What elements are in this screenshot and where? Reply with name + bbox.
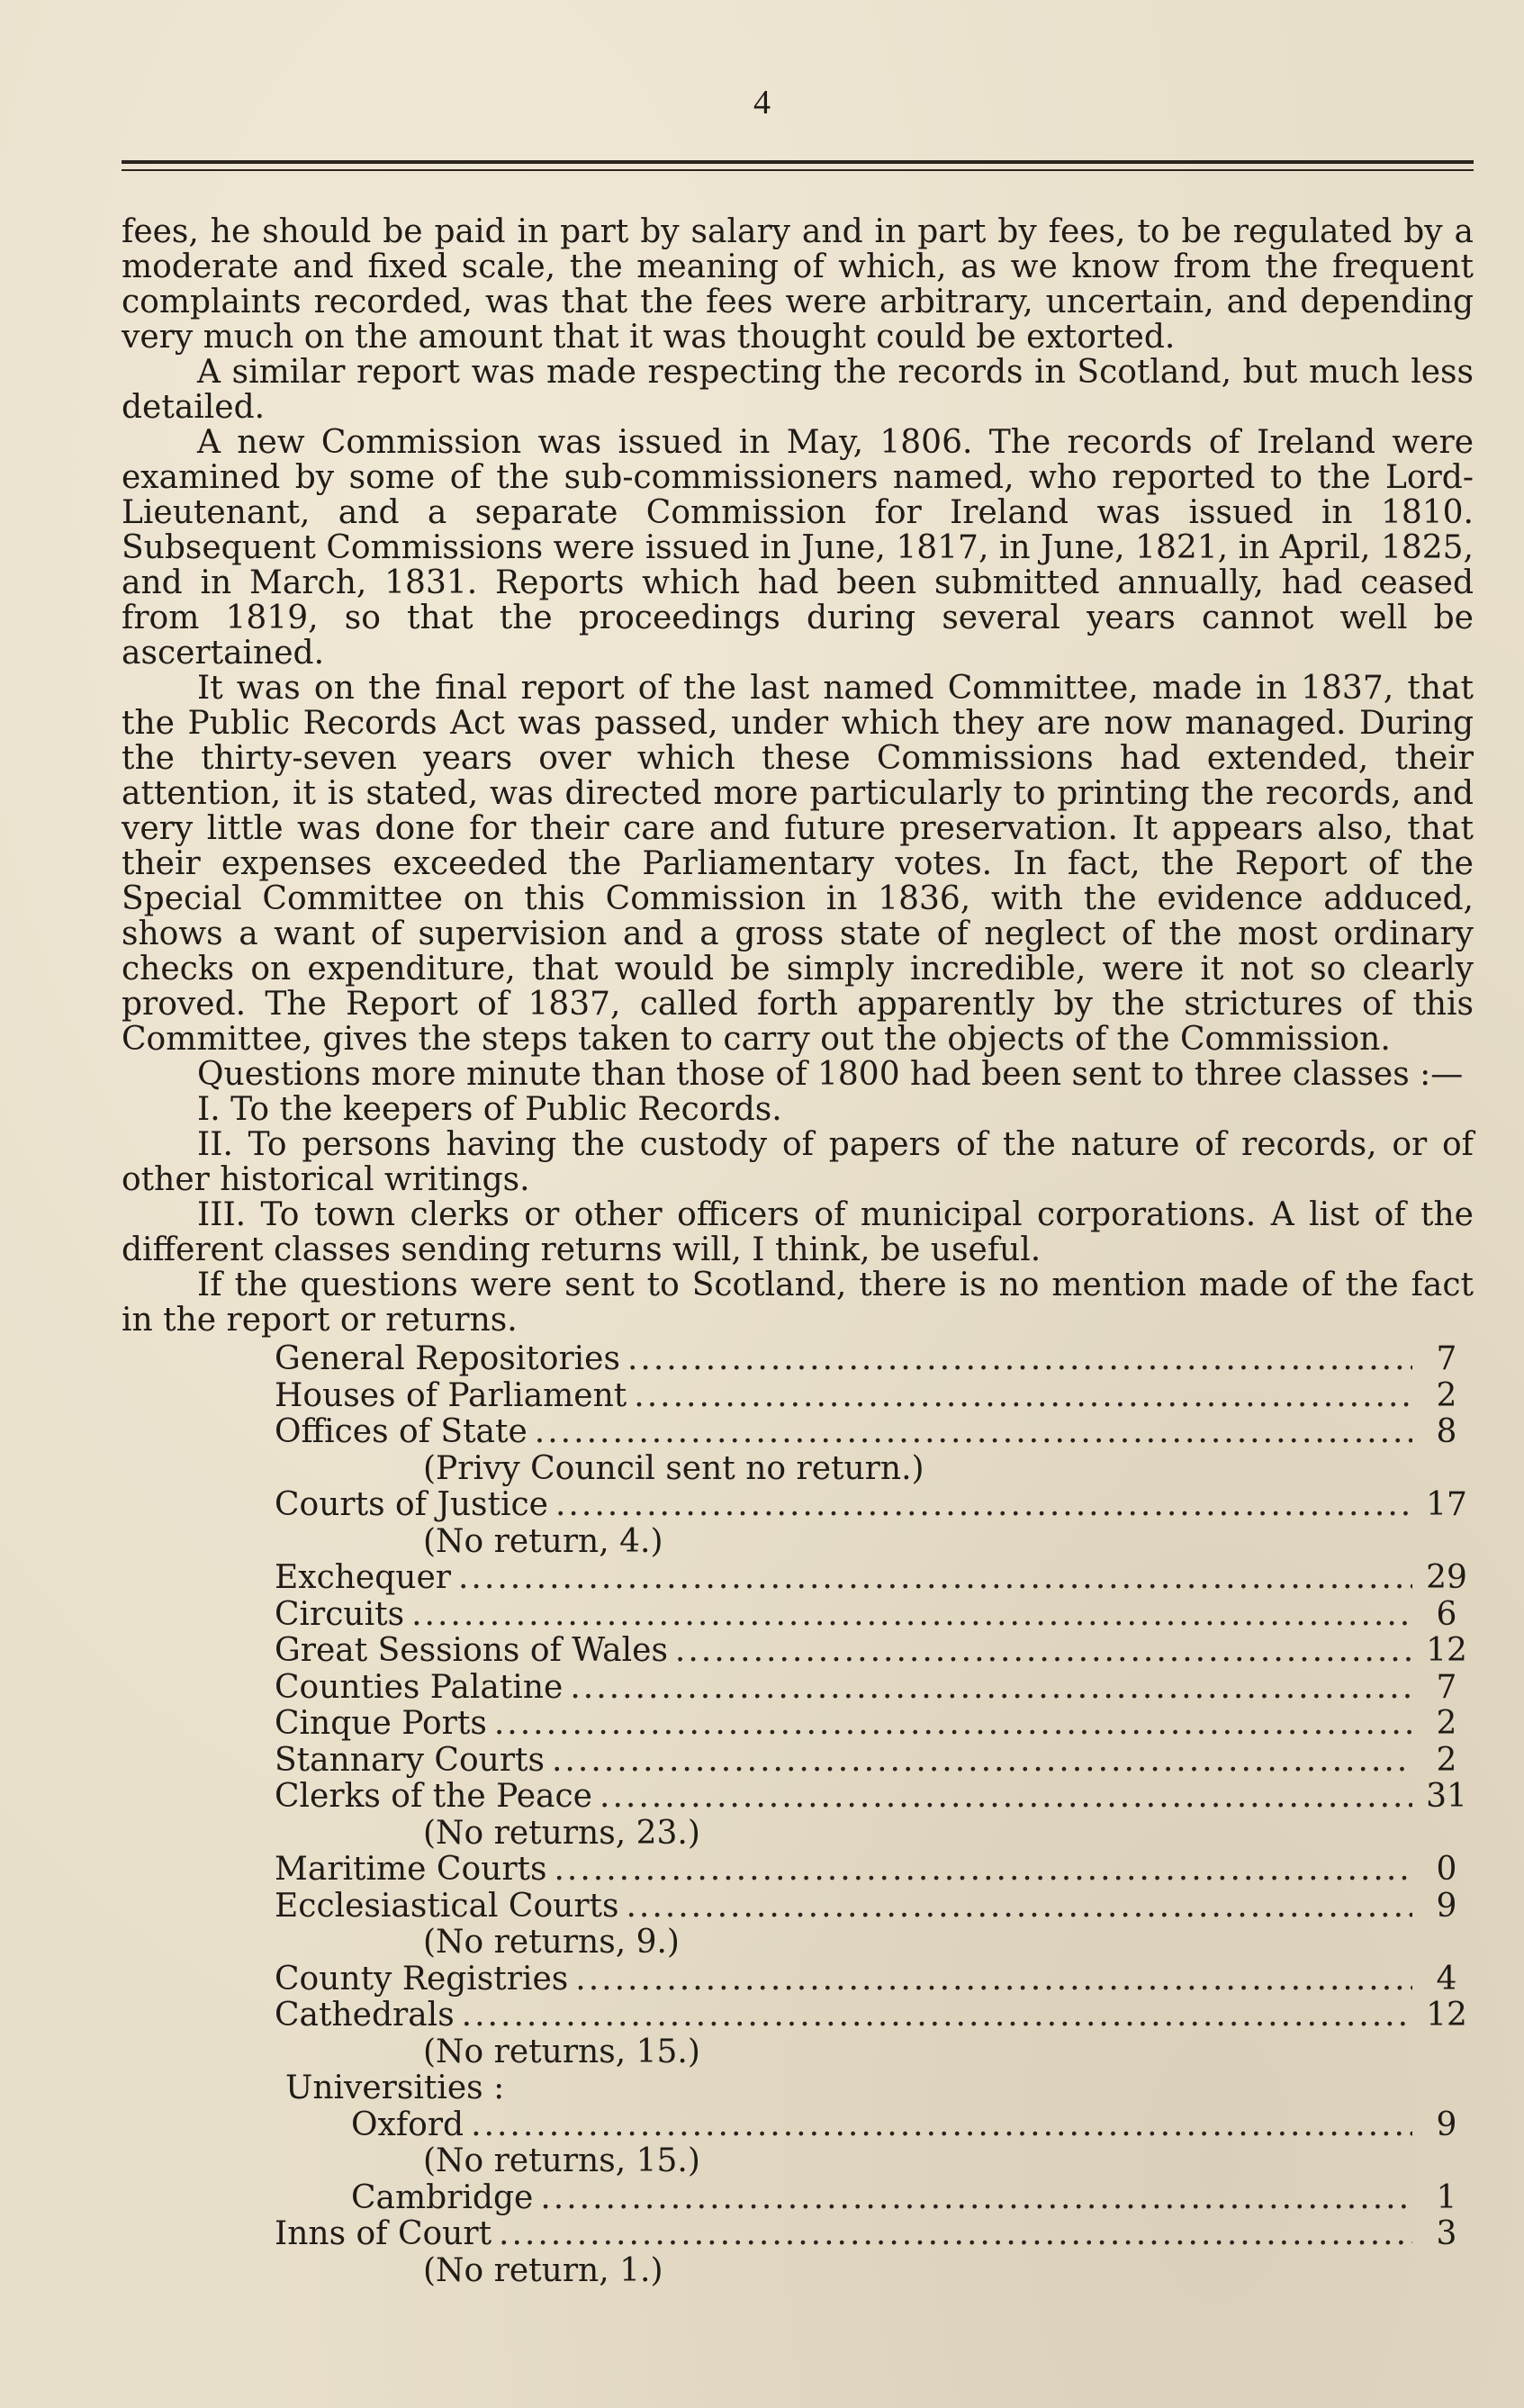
list-item-count: 1 <box>1436 2178 1457 2216</box>
list-heading: Universities : <box>285 2070 505 2106</box>
list-item <box>122 1597 1474 1634</box>
leader-dots <box>600 1779 1412 1816</box>
header-rule-thick <box>122 160 1474 164</box>
list-note: (No returns, 15.) <box>423 2033 700 2070</box>
leader-dots <box>634 1378 1412 1415</box>
list-item-count: 6 <box>1436 1595 1457 1633</box>
list-item-count: 2 <box>1436 1741 1457 1779</box>
list-item-name: Oxford <box>351 2106 464 2143</box>
leader-dots <box>540 2180 1412 2217</box>
list-note: (No returns, 23.) <box>423 1814 700 1852</box>
list-item-count: 12 <box>1426 1632 1467 1669</box>
list-item-name: Cinque Ports <box>275 1705 487 1742</box>
list-item <box>122 1852 1474 1889</box>
list-item-name: Cambridge <box>351 2178 534 2216</box>
leader-dots <box>626 1889 1412 1925</box>
list-item-count: 8 <box>1436 1413 1457 1450</box>
list-item-count: 9 <box>1436 1887 1457 1925</box>
leader-dots <box>471 2107 1412 2144</box>
list-item-count: 0 <box>1436 1851 1457 1888</box>
list-item <box>122 2180 1474 2217</box>
list-item <box>122 2107 1474 2144</box>
list-item <box>122 1779 1474 1816</box>
list-item <box>122 1889 1474 1925</box>
paragraph: A similar report was made respecting the records in Scotland, but much less detailed. <box>122 354 1474 426</box>
list-item-name: Inns of Court <box>275 2215 492 2252</box>
list-item <box>122 1743 1474 1780</box>
list-item <box>122 1633 1474 1670</box>
leader-dots <box>575 1962 1412 1998</box>
list-item-name: Cathedrals <box>275 1997 455 2034</box>
paragraph: I. To the keepers of Public Records. <box>197 1091 782 1128</box>
list-item <box>122 1670 1474 1707</box>
list-item-count: 7 <box>1436 1668 1457 1706</box>
list-item-name: Maritime Courts <box>275 1851 547 1888</box>
leader-dots <box>458 1560 1412 1597</box>
list-note: (No returns, 15.) <box>423 2142 700 2179</box>
leader-dots <box>570 1670 1412 1707</box>
paragraph: Questions more minute than those of 1800 had been sent to three classes :— <box>197 1056 1464 1093</box>
leader-dots <box>462 1998 1412 2034</box>
paragraph: fees, he should be paid in part by salary and in part by fees, to be regulated by a moderate and fixed scale, the meaning of which, as we know from the frequent complaints recorded, was that the fees were arbitrary, uncertain, and depending very much on the amount that it was thought could be extorted. <box>122 213 1474 356</box>
page-number: 4 <box>753 84 771 122</box>
paragraph: It was on the final report of the last named Committee, made in 1837, that the Public Records Act was passed, under which they are now managed. During the thirty-seven years over which these Commissions had extended, their attention, it is stated, was directed more particularly to printing the records, and very little was done for their care and future preservation. It appears also, that their expenses exceeded the Parliamentary votes. In fact, the Report of the Special Committee on this Commission in 1836, with the evidence adduced, shows a want of supervision and a gross state of neglect of the most ordinary checks on expenditure, that would be simply incredible, were it not so clearly proved. The Report of 1837, called forth apparently by the strictures of this Committee, gives the steps taken to carry out the objects of the Commission. <box>122 670 1474 1058</box>
paragraph: II. To persons having the custody of papers of the nature of records, or of other historical writings. <box>122 1126 1474 1198</box>
list-item <box>122 1962 1474 1998</box>
paragraph: If the questions were sent to Scotland, there is no mention made of the fact in the report or returns. <box>122 1267 1474 1339</box>
leader-dots <box>554 1852 1412 1889</box>
list-item <box>122 1487 1474 1524</box>
list-note: (Privy Council sent no return.) <box>423 1449 924 1487</box>
list-item-name: Ecclesiastical Courts <box>275 1887 619 1925</box>
list-item-count: 4 <box>1436 1960 1457 1998</box>
list-note: (No returns, 9.) <box>423 1924 680 1961</box>
list-item-count: 3 <box>1436 2215 1457 2252</box>
leader-dots <box>555 1487 1412 1524</box>
list-item <box>122 1998 1474 2034</box>
list-item <box>122 1706 1474 1743</box>
list-item-name: General Repositories <box>275 1340 620 1377</box>
paragraph: A new Commission was issued in May, 1806. The records of Ireland were examined by some of the sub-commissioners named, who reported to the Lord-Lieutenant, and a separate Commission for Ireland was issued in 1810. Subsequent Commissions were issued in June, 1817, in June, 1821, in April, 1825, and in March, 1831. Reports which had been submitted annually, had ceased from 1819, so that the proceedings during several years cannot well be ascertained. <box>122 424 1474 672</box>
paragraph: III. To town clerks or other officers of municipal corporations. A list of the different classes sending returns will, I think, be useful. <box>122 1196 1474 1268</box>
list-item-name: Exchequer <box>275 1559 451 1596</box>
list-note: (No return, 1.) <box>423 2251 663 2289</box>
list-item-name: Circuits <box>275 1595 405 1633</box>
list-item-count: 2 <box>1436 1705 1457 1742</box>
list-item <box>122 1414 1474 1451</box>
list-item-name: Courts of Justice <box>275 1486 548 1523</box>
returns-list <box>122 1341 1474 2289</box>
list-item-name: Counties Palatine <box>275 1668 564 1706</box>
list-item-count: 2 <box>1436 1376 1457 1414</box>
list-note: (No return, 4.) <box>423 1522 663 1560</box>
list-item-name: Great Sessions of Wales <box>275 1632 668 1669</box>
leader-dots <box>494 1706 1412 1743</box>
leader-dots <box>411 1597 1412 1634</box>
leader-dots <box>535 1414 1412 1451</box>
list-item-name: Houses of Parliament <box>275 1376 627 1414</box>
list-item-name: Stannary Courts <box>275 1741 545 1779</box>
list-item-count: 9 <box>1436 2106 1457 2143</box>
list-item-name: Clerks of the Peace <box>275 1778 592 1815</box>
list-item-count: 31 <box>1426 1778 1467 1815</box>
list-item <box>122 1560 1474 1597</box>
list-item-count: 17 <box>1426 1486 1467 1523</box>
list-item <box>122 2216 1474 2253</box>
header-rule-thin <box>122 169 1474 171</box>
leader-dots <box>499 2216 1412 2253</box>
list-item <box>122 1378 1474 1415</box>
list-item <box>122 1341 1474 1378</box>
list-item-count: 29 <box>1426 1559 1467 1596</box>
list-item-count: 12 <box>1426 1997 1467 2034</box>
list-item-name: County Registries <box>275 1960 569 1998</box>
body-text <box>122 214 1474 1338</box>
leader-dots <box>552 1743 1412 1780</box>
list-item-count: 7 <box>1436 1340 1457 1377</box>
leader-dots <box>675 1633 1412 1670</box>
leader-dots <box>627 1341 1412 1378</box>
list-item-name: Offices of State <box>275 1413 528 1450</box>
